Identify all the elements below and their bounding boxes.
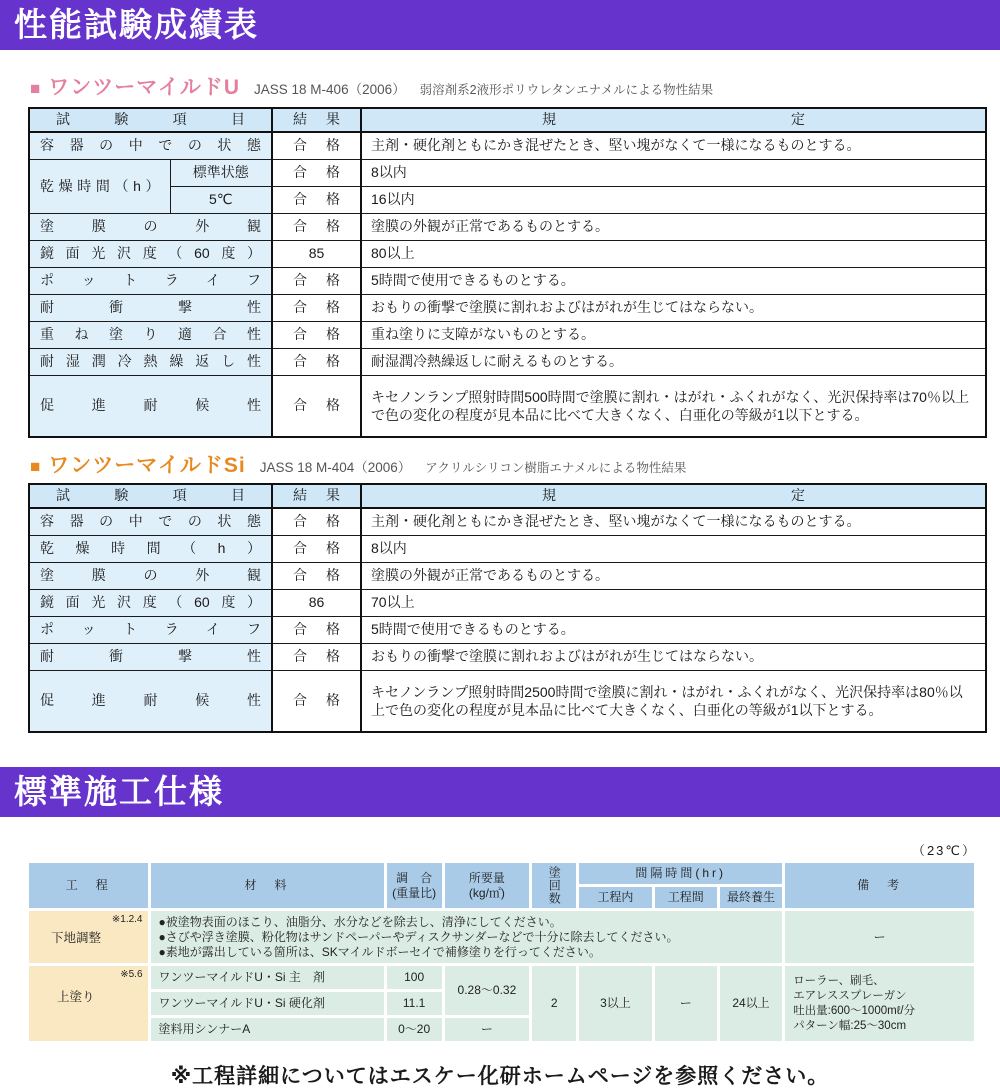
process-name: 下地調整 [51,930,102,945]
test-item-cell: 耐湿潤冷熱繰返し性 [29,349,272,376]
table-row [29,160,986,187]
header-remarks: 備 考 [785,863,974,908]
table-row [29,563,986,590]
table-row [29,671,986,733]
remark-line: 吐出量:600〜1000mℓ/分 [793,1004,916,1017]
process-cell [29,966,148,1041]
table-row [29,295,986,322]
note-line: ●素地が露出している箇所は、SKマイルドボーセイで補修塗りを行ってください。 [158,944,601,959]
result-cell: 合格 [272,376,361,438]
header-test-item: 試験項目 [29,484,272,508]
criteria-cell: 80以上 [361,241,986,268]
note-line: ●さびや浮き塗膜、粉化物はサンドペーパーやディスクサンダーなどで十分に除去してください。 [158,929,679,944]
test-item-cell: 容器の中での状態 [29,132,272,160]
test-item-cell: ポットライフ [29,268,272,295]
header-amount-line2: (kg/㎡) [468,885,505,900]
test-item-cell: 鏡面光沢度（60度） [29,241,272,268]
table-row [29,644,986,671]
criteria-cell: おもりの衝撃で塗膜に割れおよびはがれが生じてはならない。 [361,295,986,322]
page-title-spec: 標準施工仕様 [0,767,1000,817]
square-bullet-icon: ■ [30,457,41,476]
criteria-cell: 5時間で使用できるものとする。 [361,617,986,644]
process-ref: ※5.6 [120,969,143,980]
product-name-u: ワンツーマイルドU [48,76,241,99]
amount-cell: 0.28〜0.32 [445,966,529,1015]
page-title-performance: 性能試験成績表 [0,0,1000,50]
criteria-cell: キセノンランプ照射時間500時間で塗膜に割れ・はがれ・ふくれがなく、光沢保持率は70％以上で色の変化の程度が見本品に比べて大きくなく、白亜化の等級が1以下とする。 [361,376,986,438]
remark-cell: ー [785,911,974,963]
product-name-si: ワンツーマイルドSi [48,454,246,477]
criteria-cell: 塗膜の外観が正常であるものとする。 [361,214,986,241]
table-row [29,187,986,214]
remark-line: パターン幅:25〜30cm [793,1019,907,1032]
result-cell: 合格 [272,617,361,644]
criteria-cell: 70以上 [361,590,986,617]
header-interval: 間隔時間(hr) [579,863,782,884]
result-cell: 合格 [272,536,361,563]
header-coats-vertical: 塗回数 [547,866,562,905]
material-cell: ワンツーマイルドU・Si 硬化剤 [151,992,384,1015]
header-criteria: 規定 [361,484,986,508]
criteria-cell: 8以内 [361,536,986,563]
header-ratio-line1: 調 合 [396,871,433,886]
table-row [29,268,986,295]
test-item-cell: 重ね塗り適合性 [29,322,272,349]
spec-row-topcoat-1 [29,966,974,989]
result-cell: 合格 [272,187,361,214]
result-cell: 合格 [272,132,361,160]
coats-cell: 2 [532,966,576,1041]
performance-table-u [28,107,987,438]
ratio-cell: 11.1 [387,992,442,1015]
test-item-cell: ポットライフ [29,617,272,644]
remark-cell [785,966,974,1041]
test-item-cell: 容器の中での状態 [29,508,272,536]
result-cell: 合格 [272,644,361,671]
result-cell: 合格 [272,268,361,295]
table-row [29,508,986,536]
table-row [29,322,986,349]
table-row [29,376,986,438]
note-line: ●被塗物表面のほこり、油脂分、水分などを除去し、清浄にしてください。 [158,914,562,929]
criteria-cell: おもりの衝撃で塗膜に割れおよびはがれが生じてはならない。 [361,644,986,671]
table-row [29,590,986,617]
table-row [29,241,986,268]
test-subitem-cell: 標準状態 [170,160,272,187]
process-name: 上塗り [57,989,95,1004]
between-cell: ー [655,966,717,1041]
criteria-cell: 耐湿潤冷熱繰返しに耐えるものとする。 [361,349,986,376]
criteria-cell: 主剤・硬化剤ともにかき混ぜたとき、堅い塊がなくて一様になるものとする。 [361,132,986,160]
header-material: 材 料 [151,863,384,908]
square-bullet-icon: ■ [30,79,41,98]
criteria-cell: 8以内 [361,160,986,187]
header-final-cure: 最終養生 [720,887,782,908]
header-result: 結果 [272,484,361,508]
test-item-cell: 鏡面光沢度（60度） [29,590,272,617]
header-coats [532,863,576,908]
surface-prep-notes [151,911,783,963]
criteria-cell: 16以内 [361,187,986,214]
header-between-process: 工程間 [655,887,717,908]
result-cell: 86 [272,590,361,617]
material-cell: ワンツーマイルドU・Si 主 剤 [151,966,384,989]
header-amount-line1: 所要量 [468,871,505,886]
test-item-cell: 耐衝撃性 [29,644,272,671]
result-cell: 合格 [272,349,361,376]
section-heading-u [30,71,1000,101]
result-cell: 合格 [272,295,361,322]
criteria-cell: 塗膜の外観が正常であるものとする。 [361,563,986,590]
test-item-cell: 塗膜の外観 [29,563,272,590]
header-process: 工 程 [29,863,148,908]
within-cell: 3以上 [579,966,651,1041]
header-ratio-line2: (重量比) [392,885,437,900]
header-test-item: 試験項目 [29,108,272,132]
criteria-cell: キセノンランプ照射時間2500時間で塗膜に割れ・はがれ・ふくれがなく、光沢保持率は80％以上で色の変化の程度が見本品に比べて大きくなく、白亜化の等級が1以下とする。 [361,671,986,733]
ratio-cell: 100 [387,966,442,989]
result-cell: 合格 [272,214,361,241]
material-cell: 塗料用シンナーA [151,1018,384,1041]
result-cell: 合格 [272,671,361,733]
result-cell: 85 [272,241,361,268]
result-cell: 合格 [272,322,361,349]
header-within-process: 工程内 [579,887,651,908]
result-cell: 合格 [272,508,361,536]
table-header-row [29,108,986,132]
result-cell: 合格 [272,563,361,590]
footer-note: ※工程詳細についてはエスケー化研ホームページを参照ください。 [170,1065,830,1088]
standard-ref-u: JASS 18 M-406（2006） [254,82,406,97]
table-row [29,349,986,376]
performance-table-si [28,483,987,733]
ratio-cell: 0〜20 [387,1018,442,1041]
table-row [29,132,986,160]
criteria-cell: 主剤・硬化剤ともにかき混ぜたとき、堅い塊がなくて一様になるものとする。 [361,508,986,536]
standard-ref-si: JASS 18 M-404（2006） [259,460,412,475]
construction-spec-table [26,860,977,1044]
header-result: 結果 [272,108,361,132]
final-cure-cell: 24以上 [720,966,782,1041]
table-header-row [29,484,986,508]
header-ratio [387,863,442,908]
criteria-cell: 5時間で使用できるものとする。 [361,268,986,295]
subtitle-si: アクリルシリコン樹脂エナメルによる物性結果 [425,461,687,475]
test-item-cell: 乾燥時間（h） [29,536,272,563]
process-cell [29,911,148,963]
section-heading-si [30,449,1000,479]
header-amount [445,863,529,908]
test-item-cell: 促進耐候性 [29,376,272,438]
subtitle-u: 弱溶剤系2液形ポリウレタンエナメルによる物性結果 [419,83,714,97]
process-ref: ※1.2.4 [111,914,143,925]
criteria-cell: 重ね塗りに支障がないものとする。 [361,322,986,349]
header-criteria: 規定 [361,108,986,132]
amount-cell: ー [445,1018,529,1041]
spec-header-row-1 [29,863,974,884]
remark-line: エアレススプレーガン [793,989,907,1002]
result-cell: 合格 [272,160,361,187]
test-item-cell: 耐衝撃性 [29,295,272,322]
remark-line: ローラー、刷毛、 [793,974,885,987]
temperature-note: （23℃） [911,843,977,858]
table-row [29,617,986,644]
test-item-cell: 乾燥時間（h） [29,160,170,214]
test-item-cell: 促進耐候性 [29,671,272,733]
test-subitem-cell: 5℃ [170,187,272,214]
table-row [29,214,986,241]
table-row [29,536,986,563]
spec-row-surface-prep [29,911,974,963]
test-item-cell: 塗膜の外観 [29,214,272,241]
